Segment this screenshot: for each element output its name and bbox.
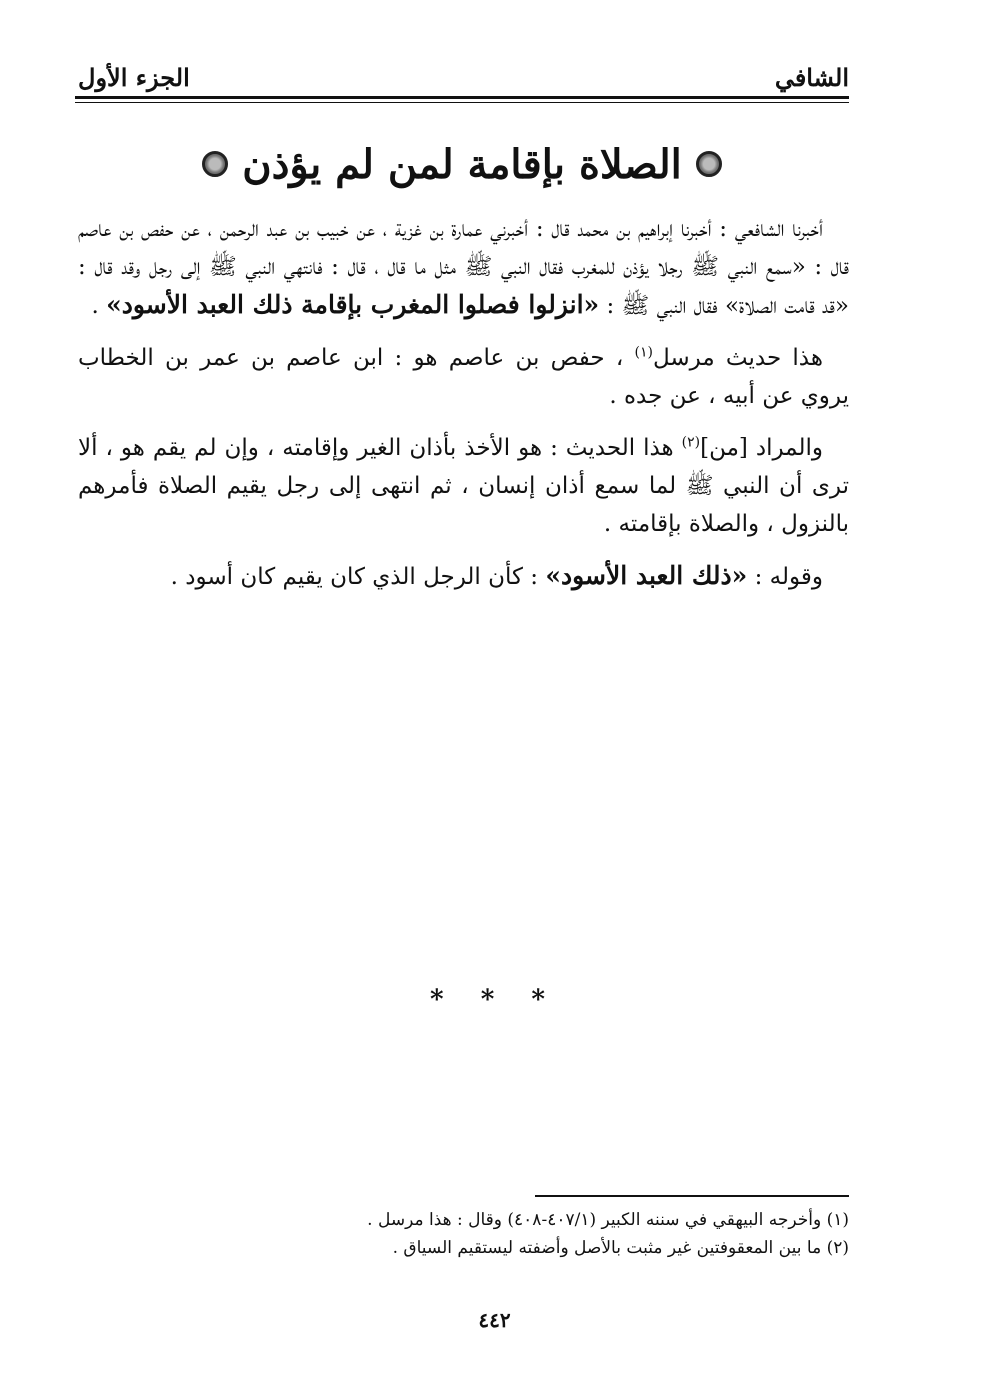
paragraph-grading [78, 339, 849, 415]
hadith-text: أخبرنا الشافعي : أخبرنا إبراهيم بن محمد قال : أخبرني عمارة بن غزية ، عن خبيب بن عبد الرحمن ، عن حفص بن عاصم قال : «سمع النبي ﷺ رجلا يؤذن للمغرب فقال النبي ﷺ مثل ما قال ، قال : فانتهي النبي ﷺ إلى رجل وقد قال : «قد قامت الصلاة» فقال النبي ﷺ : [78, 216, 849, 319]
commentary-text-cont: : كأن الرجل الذي كان يقيم كان أسود . [170, 564, 546, 590]
paragraph-hadith [78, 210, 849, 325]
chapter-title: الصلاة بإقامة لمن لم يؤذن [242, 140, 682, 188]
commentary-text: وقوله : [747, 564, 823, 590]
commentary-quote: «ذلك العبد الأسود» [545, 561, 748, 590]
grading-text: هذا حديث مرسل [652, 345, 823, 371]
chapter-heading [75, 134, 849, 194]
paragraph-meaning [78, 429, 849, 543]
ornament-bullet-icon [202, 151, 228, 177]
footnote-2: (٢) ما بين المعقوفتين غير مثبت بالأصل وأضفته ليستقيم السياق . [392, 1238, 849, 1258]
header-rule-thick [75, 96, 849, 99]
book-title: الشافي [774, 63, 849, 92]
running-header [78, 52, 849, 92]
hadith-quote: «انزلوا فصلوا المغرب بإقامة ذلك العبد الأسود» [106, 290, 600, 319]
meaning-text: والمراد [من] [700, 435, 823, 461]
body-text [78, 210, 849, 610]
page-number: ٤٤٢ [478, 1308, 511, 1332]
meaning-text-cont: هذا الحديث : هو الأخذ بأذان الغير وإقامته ، وإن لم يقم هو ، ألا ترى أن النبي ﷺ لما سمع أذان إنسان ، ثم انتهى إلى رجل يقيم الصلاة فأمرهم بالنزول ، والصلاة بإقامته . [78, 435, 849, 537]
section-separator: * * * [430, 985, 559, 1015]
footnotes [78, 1206, 849, 1262]
footnote-ref-2: (٢) [681, 434, 701, 451]
volume-label: الجزء الأول [78, 63, 190, 92]
footnote-rule [535, 1195, 849, 1197]
hadith-end: . [91, 293, 107, 319]
ornament-bullet-icon [696, 151, 722, 177]
paragraph-commentary [78, 557, 849, 596]
footnote-ref-1: (١) [634, 344, 653, 361]
footnote-1: (١) وأخرجه البيهقي في سننه الكبير (٤٠٧/١-٤٠٨) وقال : هذا مرسل . [367, 1210, 849, 1230]
header-rule-thin [75, 102, 849, 103]
grading-text-cont: ، حفص بن عاصم هو : ابن عاصم بن عمر بن الخطاب يروي عن أبيه ، عن جده . [78, 345, 849, 409]
